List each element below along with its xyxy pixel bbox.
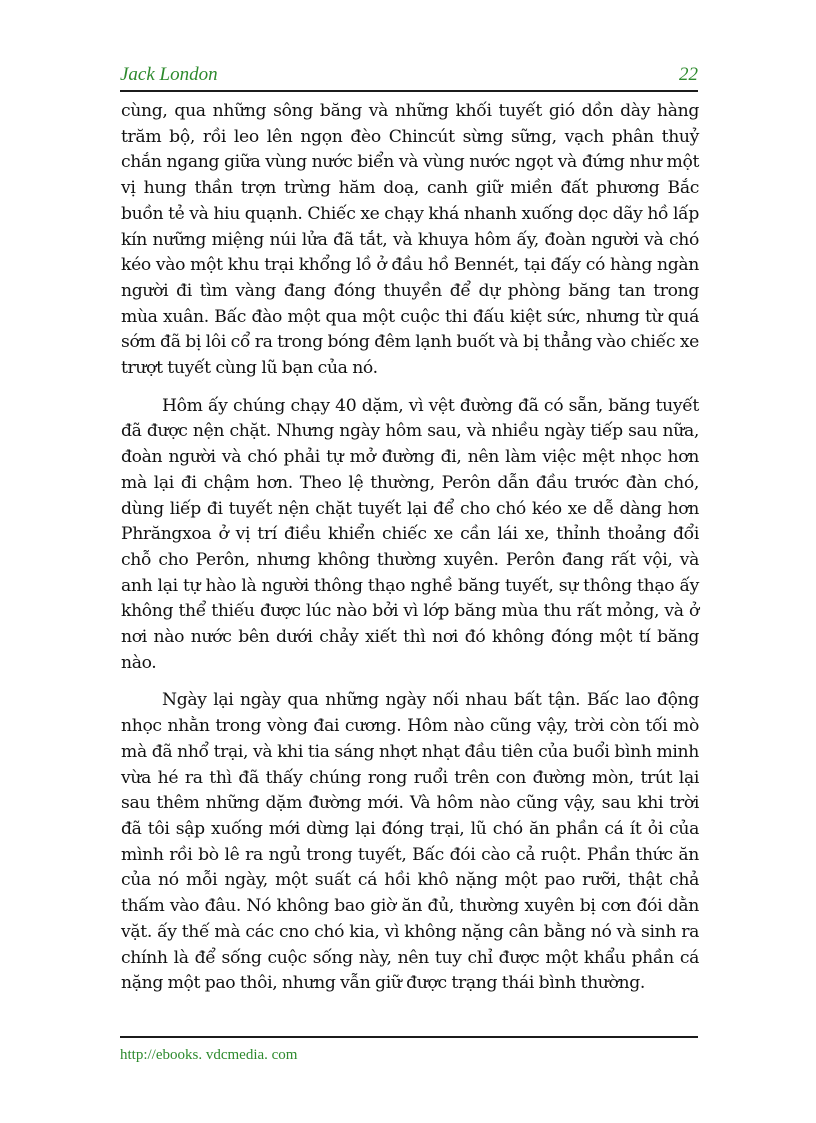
page-body [121,99,699,1009]
page-header [120,62,698,92]
page-footer [120,1036,698,1064]
page-number: 22 [679,64,698,85]
paragraph-continued: cùng, qua những sông băng và những khối tuyết gió dồn dày hàng trăm bộ, rồi leo lên ngọn đèo Chincút sừng sững, vạch phân thuỷ chắn ngang giữa vùng nước biển và vùng nước ngọt và đứng như một vị hung thần trợn trừng hăm doạ, canh giữ miền đất phương Bắc buồn tẻ và hiu quạnh. Chiếc xe chạy khá nhanh xuống dọc dãy hồ lấp kín nưững miệng núi lửa đã tắt, và khuya hôm ấy, đoàn người và chó kéo vào một khu trại khổng lồ ở đầu hồ Bennét, tại đấy có hàng ngàn người đi tìm vàng đang đóng thuyền để dự phòng băng tan trong mùa xuân. Bấc đào một qua một cuộc thi đấu kiệt sức, nhưng từ quá sớm đã bị lôi cổ ra trong bóng đêm lạnh buốt và bị thẳng vào chiếc xe trượt tuyết cùng lũ bạn của nó. [121,101,699,379]
header-author: Jack London [120,64,218,85]
paragraph: Hôm ấy chúng chạy 40 dặm, vì vệt đường đã có sẵn, băng tuyết đã được nện chặt. Nhưng ngày hôm sau, và nhiều ngày tiếp sau nữa, đoàn người và chó phải tự mở đường đi, nên làm việc mệt nhọc hơn mà lại đi chậm hơn. Theo lệ thường, Perôn dẫn đầu trước đàn chó, dùng liếp đi tuyết nện chặt tuyết lại để cho chó kéo xe dễ dàng hơn Phrăngxoa ở vị trí điều khiển chiếc xe cần lái xe, thỉnh thoảng đổi chỗ cho Perôn, nhưng không thường xuyên. Perôn đang rất vội, và anh lại tự hào là người thông thạo nghề băng tuyết, sự thông thạo ấy không thể thiếu được lúc nào bởi vì lớp băng mùa thu rất mỏng, và ở nơi nào nước bên dưới chảy xiết thì nơi đó không đóng một tí băng nào. [121,395,699,673]
paragraph: Ngày lại ngày qua những ngày nối nhau bất tận. Bấc lao động nhọc nhằn trong vòng đai cương. Hôm nào cũng vậy, trời còn tối mò mà đã nhổ trại, và khi tia sáng nhợt nhạt đầu tiên của buổi bình minh vừa hé ra thì đã thấy chúng rong ruổi trên con đường mòn, trút lại sau thêm những dặm đường mới. Và hôm nào cũng vậy, sau khi trời đã tôi sập xuống mới dừng lại đóng trại, lũ chó ăn phần cá ít ỏi của mình rồi bò lê ra ngủ trong tuyết, Bấc đói cào cả ruột. Phần thức ăn của nó mỗi ngày, một suất cá hồi khô nặng một pao rưỡi, thật chả thấm vào đâu. Nó không bao giờ ăn đủ, thường xuyên bị cơn đói dằn vặt. ấy thế mà các cno chó kia, vì không nặng cân bằng nó và sinh ra chính là để sống cuộc sống này, nên tuy chỉ được một khẩu phần cá nặng một pao thôi, nhưng vẫn giữ được trạng thái bình thường. [121,690,699,994]
footer-url-link[interactable]: http://ebooks. vdcmedia. com [120,1047,298,1063]
